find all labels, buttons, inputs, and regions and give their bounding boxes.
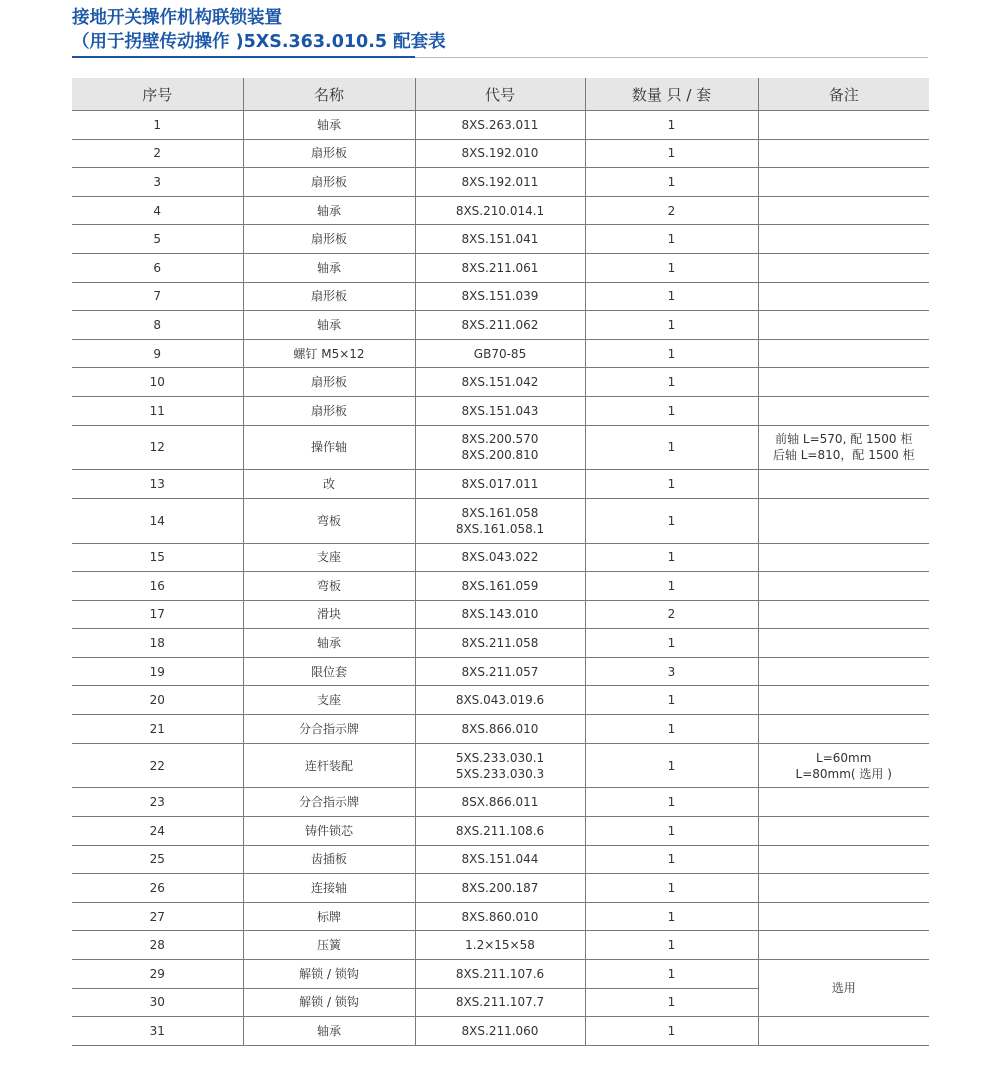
code-line: 8XS.151.044 xyxy=(461,852,539,867)
code-line: 8XS.043.019.6 xyxy=(455,693,545,708)
cell-name: 滑块 xyxy=(243,600,415,629)
cell-note xyxy=(758,470,929,499)
cell-note xyxy=(758,425,929,470)
code-line: 8XS.866.010 xyxy=(461,721,539,736)
cell-name: 标牌 xyxy=(243,902,415,931)
cell-note xyxy=(758,959,929,1016)
cell-no: 27 xyxy=(72,902,243,931)
cell-qty: 1 xyxy=(585,788,758,817)
code-line: 8XS.211.107.7 xyxy=(455,995,545,1010)
cell-note xyxy=(758,715,929,744)
cell-name: 分合指示牌 xyxy=(243,715,415,744)
code-line: 8XS.151.042 xyxy=(461,375,539,390)
cell-qty: 1 xyxy=(585,282,758,311)
cell-name: 连接轴 xyxy=(243,874,415,903)
cell-qty: 1 xyxy=(585,845,758,874)
header-name: 名称 xyxy=(243,78,415,111)
code-line: 8XS.161.058 xyxy=(461,505,539,520)
cell-no: 15 xyxy=(72,543,243,572)
cell-note xyxy=(758,874,929,903)
cell-name: 轴承 xyxy=(243,311,415,340)
table-row xyxy=(72,543,929,572)
code-line: 8XS.143.010 xyxy=(461,607,539,622)
cell-qty: 1 xyxy=(585,470,758,499)
cell-note xyxy=(758,657,929,686)
table-row xyxy=(72,902,929,931)
cell-note xyxy=(758,196,929,225)
code-line: 8XS.200.810 xyxy=(461,448,539,463)
cell-code xyxy=(415,543,585,572)
cell-name: 轴承 xyxy=(243,253,415,282)
table-row xyxy=(72,572,929,601)
cell-qty: 1 xyxy=(585,543,758,572)
cell-no: 30 xyxy=(72,988,243,1017)
cell-code xyxy=(415,788,585,817)
table-row xyxy=(72,788,929,817)
cell-no: 5 xyxy=(72,225,243,254)
cell-no: 22 xyxy=(72,743,243,788)
cell-no: 10 xyxy=(72,368,243,397)
code-line: 8XS.211.057 xyxy=(461,664,539,679)
code-line: 8XS.263.011 xyxy=(461,117,539,132)
cell-qty: 1 xyxy=(585,339,758,368)
cell-qty: 1 xyxy=(585,139,758,168)
code-line: 8XS.151.039 xyxy=(461,289,539,304)
cell-name: 轴承 xyxy=(243,629,415,658)
cell-note xyxy=(758,498,929,543)
cell-no: 21 xyxy=(72,715,243,744)
cell-name: 解锁 / 锁钩 xyxy=(243,959,415,988)
cell-qty: 1 xyxy=(585,225,758,254)
code-line: 8XS.860.010 xyxy=(461,909,539,924)
table-row xyxy=(72,339,929,368)
cell-name: 轴承 xyxy=(243,111,415,140)
cell-name: 改 xyxy=(243,470,415,499)
cell-code xyxy=(415,396,585,425)
code-line: 8XS.151.041 xyxy=(461,232,539,247)
cell-note xyxy=(758,902,929,931)
cell-qty: 1 xyxy=(585,368,758,397)
cell-name: 轴承 xyxy=(243,196,415,225)
cell-name: 操作轴 xyxy=(243,425,415,470)
table-row xyxy=(72,686,929,715)
cell-no: 6 xyxy=(72,253,243,282)
cell-qty: 1 xyxy=(585,743,758,788)
cell-name: 轴承 xyxy=(243,1017,415,1046)
table-body xyxy=(72,111,929,1046)
code-line: 8XS.200.570 xyxy=(461,432,539,447)
cell-name: 扇形板 xyxy=(243,282,415,311)
note-line: 前轴 L=570, 配 1500 柜 xyxy=(775,432,913,447)
cell-note xyxy=(758,139,929,168)
cell-no: 16 xyxy=(72,572,243,601)
table-row xyxy=(72,196,929,225)
cell-code xyxy=(415,572,585,601)
cell-qty: 1 xyxy=(585,816,758,845)
table-row xyxy=(72,425,929,470)
cell-no: 1 xyxy=(72,111,243,140)
cell-code xyxy=(415,1017,585,1046)
cell-qty: 1 xyxy=(585,629,758,658)
table-row xyxy=(72,368,929,397)
code-line: 8XS.211.108.6 xyxy=(455,823,545,838)
code-line: 8XS.211.061 xyxy=(461,260,539,275)
cell-name: 齿插板 xyxy=(243,845,415,874)
table-row xyxy=(72,845,929,874)
table-row xyxy=(72,959,929,988)
table-row xyxy=(72,282,929,311)
cell-code xyxy=(415,988,585,1017)
cell-note xyxy=(758,629,929,658)
cell-code xyxy=(415,816,585,845)
cell-name: 螺钉 M5×12 xyxy=(243,339,415,368)
cell-note xyxy=(758,396,929,425)
cell-note xyxy=(758,600,929,629)
cell-name: 铸件锁芯 xyxy=(243,816,415,845)
cell-no: 24 xyxy=(72,816,243,845)
cell-qty: 1 xyxy=(585,498,758,543)
code-line: 8XS.151.043 xyxy=(461,403,539,418)
code-line: 8XS.161.059 xyxy=(461,578,539,593)
header-qty: 数量 只 / 套 xyxy=(585,78,758,111)
cell-note xyxy=(758,368,929,397)
cell-name: 扇形板 xyxy=(243,139,415,168)
cell-note xyxy=(758,816,929,845)
table-row xyxy=(72,111,929,140)
title-line-2: （用于拐壁传动操作 )5XS.363.010.5 配套表 xyxy=(72,32,446,52)
cell-note xyxy=(758,225,929,254)
cell-no: 18 xyxy=(72,629,243,658)
cell-code xyxy=(415,111,585,140)
cell-no: 2 xyxy=(72,139,243,168)
note-line: L=80mm( 选用 ) xyxy=(795,766,892,781)
cell-qty: 1 xyxy=(585,988,758,1017)
cell-name: 扇形板 xyxy=(243,368,415,397)
cell-code xyxy=(415,657,585,686)
cell-name: 弯板 xyxy=(243,572,415,601)
cell-no: 26 xyxy=(72,874,243,903)
cell-name: 扇形板 xyxy=(243,396,415,425)
cell-no: 8 xyxy=(72,311,243,340)
cell-qty: 1 xyxy=(585,931,758,960)
code-line: 8SX.866.011 xyxy=(461,795,539,810)
table-row xyxy=(72,600,929,629)
cell-name: 解锁 / 锁钩 xyxy=(243,988,415,1017)
table-row xyxy=(72,225,929,254)
cell-note xyxy=(758,845,929,874)
cell-note xyxy=(758,339,929,368)
cell-no: 31 xyxy=(72,1017,243,1046)
cell-no: 13 xyxy=(72,470,243,499)
code-line: 8XS.211.062 xyxy=(461,317,539,332)
code-line: 8XS.211.107.6 xyxy=(455,966,545,981)
cell-code xyxy=(415,368,585,397)
cell-qty: 1 xyxy=(585,715,758,744)
cell-code xyxy=(415,168,585,197)
cell-code xyxy=(415,686,585,715)
cell-no: 11 xyxy=(72,396,243,425)
code-line: 8XS.043.022 xyxy=(461,550,539,565)
cell-name: 弯板 xyxy=(243,498,415,543)
code-line: 1.2×15×58 xyxy=(465,938,535,953)
cell-qty: 1 xyxy=(585,253,758,282)
code-line: 8XS.161.058.1 xyxy=(455,521,545,536)
cell-code xyxy=(415,600,585,629)
table-row xyxy=(72,168,929,197)
cell-note xyxy=(758,311,929,340)
cell-code xyxy=(415,845,585,874)
code-line: 8XS.200.187 xyxy=(461,880,539,895)
cell-code xyxy=(415,874,585,903)
cell-code xyxy=(415,470,585,499)
cell-name: 支座 xyxy=(243,543,415,572)
table-row xyxy=(72,1017,929,1046)
cell-note xyxy=(758,931,929,960)
cell-code xyxy=(415,498,585,543)
cell-qty: 1 xyxy=(585,1017,758,1046)
cell-note xyxy=(758,1017,929,1046)
table-row xyxy=(72,139,929,168)
cell-code xyxy=(415,225,585,254)
cell-name: 压簧 xyxy=(243,931,415,960)
cell-qty: 2 xyxy=(585,600,758,629)
cell-no: 25 xyxy=(72,845,243,874)
cell-note xyxy=(758,572,929,601)
cell-no: 9 xyxy=(72,339,243,368)
table-row xyxy=(72,715,929,744)
cell-note xyxy=(758,743,929,788)
cell-code xyxy=(415,253,585,282)
table-row xyxy=(72,931,929,960)
cell-qty: 1 xyxy=(585,311,758,340)
code-line: 8XS.211.058 xyxy=(461,636,539,651)
cell-name: 扇形板 xyxy=(243,168,415,197)
cell-qty: 1 xyxy=(585,686,758,715)
cell-qty: 1 xyxy=(585,111,758,140)
title-accent-bar xyxy=(72,56,415,58)
cell-no: 17 xyxy=(72,600,243,629)
cell-note xyxy=(758,253,929,282)
table-row xyxy=(72,816,929,845)
cell-qty: 1 xyxy=(585,874,758,903)
note-line: 后轴 L=810，配 1500 柜 xyxy=(772,448,915,463)
parts-table xyxy=(72,78,929,1046)
cell-qty: 1 xyxy=(585,168,758,197)
cell-code xyxy=(415,715,585,744)
code-line: 8XS.210.014.1 xyxy=(455,203,545,218)
cell-name: 支座 xyxy=(243,686,415,715)
cell-code xyxy=(415,311,585,340)
code-line: 5XS.233.030.1 xyxy=(455,750,545,765)
cell-code xyxy=(415,282,585,311)
cell-note xyxy=(758,686,929,715)
cell-no: 23 xyxy=(72,788,243,817)
cell-note xyxy=(758,543,929,572)
cell-qty: 3 xyxy=(585,657,758,686)
table-row xyxy=(72,311,929,340)
cell-qty: 2 xyxy=(585,196,758,225)
table-row xyxy=(72,657,929,686)
cell-name: 分合指示牌 xyxy=(243,788,415,817)
table-row xyxy=(72,743,929,788)
cell-qty: 1 xyxy=(585,396,758,425)
cell-no: 4 xyxy=(72,196,243,225)
code-line: 8XS.192.011 xyxy=(461,174,539,189)
cell-name: 连杆装配 xyxy=(243,743,415,788)
cell-name: 限位套 xyxy=(243,657,415,686)
cell-code xyxy=(415,629,585,658)
cell-code xyxy=(415,931,585,960)
cell-no: 14 xyxy=(72,498,243,543)
cell-note xyxy=(758,168,929,197)
cell-no: 20 xyxy=(72,686,243,715)
cell-qty: 1 xyxy=(585,959,758,988)
cell-code xyxy=(415,339,585,368)
header-code: 代号 xyxy=(415,78,585,111)
header-note: 备注 xyxy=(758,78,929,111)
table-row xyxy=(72,874,929,903)
table-row xyxy=(72,396,929,425)
cell-qty: 1 xyxy=(585,425,758,470)
table-header-row xyxy=(72,78,929,111)
cell-code xyxy=(415,425,585,470)
document-title xyxy=(72,6,446,54)
code-line: GB70-85 xyxy=(473,346,527,361)
cell-no: 12 xyxy=(72,425,243,470)
cell-code xyxy=(415,743,585,788)
table-row xyxy=(72,498,929,543)
table-row xyxy=(72,253,929,282)
cell-name: 扇形板 xyxy=(243,225,415,254)
cell-code xyxy=(415,139,585,168)
note-line: L=60mm xyxy=(816,750,872,765)
cell-no: 28 xyxy=(72,931,243,960)
code-line: 5XS.233.030.3 xyxy=(455,766,545,781)
cell-no: 29 xyxy=(72,959,243,988)
cell-note xyxy=(758,282,929,311)
code-line: 8XS.017.011 xyxy=(461,477,539,492)
cell-qty: 1 xyxy=(585,902,758,931)
cell-no: 3 xyxy=(72,168,243,197)
code-line: 8XS.211.060 xyxy=(461,1023,539,1038)
cell-code xyxy=(415,959,585,988)
cell-no: 7 xyxy=(72,282,243,311)
cell-note xyxy=(758,111,929,140)
note-line: 选用 xyxy=(831,981,856,995)
cell-note xyxy=(758,788,929,817)
header-no: 序号 xyxy=(72,78,243,111)
cell-code xyxy=(415,902,585,931)
cell-no: 19 xyxy=(72,657,243,686)
cell-code xyxy=(415,196,585,225)
table-row xyxy=(72,470,929,499)
table-row xyxy=(72,629,929,658)
title-line-1: 接地开关操作机构联锁装置 xyxy=(72,8,282,28)
cell-qty: 1 xyxy=(585,572,758,601)
code-line: 8XS.192.010 xyxy=(461,146,539,161)
